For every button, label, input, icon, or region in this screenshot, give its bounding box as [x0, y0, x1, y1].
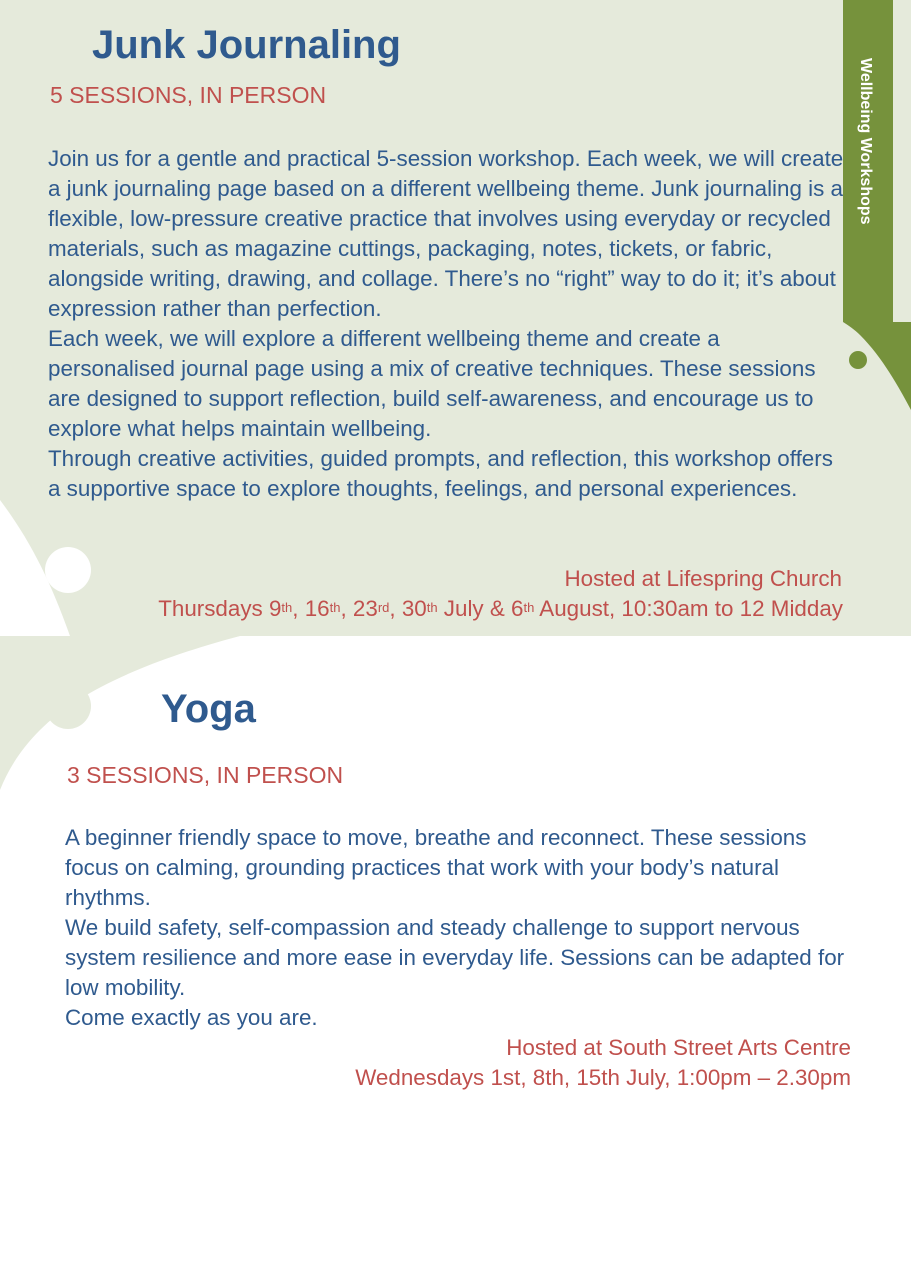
workshop-venue: Hosted at Lifespring Church [564, 566, 842, 591]
description-paragraph: We build safety, self-compassion and steady challenge to support nervous system resilience and more ease in everyday life. Sessions can be adapted for low mobility. [65, 915, 845, 1000]
workshop-title: Yoga [161, 687, 256, 731]
side-tab-label: Wellbeing Workshops [857, 58, 874, 225]
description-paragraph: Through creative activities, guided prompts, and reflection, this workshop offers a supportive space to explore thoughts, feelings, and personal experiences. [48, 446, 833, 501]
workshop-subtitle: 5 SESSIONS, IN PERSON [50, 82, 327, 108]
white-dot [45, 547, 91, 593]
workshop-title: Junk Journaling [92, 23, 401, 67]
workshop-schedule: Thursdays 9th, 16th, 23rd, 30th July & 6th August, 10:30am to 12 Midday [158, 596, 843, 621]
workshop-subtitle: 3 SESSIONS, IN PERSON [67, 762, 344, 788]
green-dot [849, 351, 867, 369]
description-paragraph: A beginner friendly space to move, breathe and reconnect. These sessions focus on calming, grounding practices that work with your body’s natural rhythms. [65, 825, 807, 910]
workshop-description [48, 144, 848, 504]
sage-dot [45, 683, 91, 729]
description-paragraph: Join us for a gentle and practical 5-session workshop. Each week, we will create a junk journaling page based on a different wellbeing theme. Junk journaling is a flexible, low-pressure creative practice that involves using everyday or recycled materials, such as magazine cuttings, packaging, notes, tickets, or fabric, alongside writing, drawing, and collage. There’s no “right” way to do it; it’s about expression rather than perfection. [48, 146, 844, 321]
workshop-description [65, 823, 845, 1033]
description-paragraph: Each week, we will explore a different wellbeing theme and create a personalised journal page using a mix of creative techniques. These sessions are designed to support reflection, build self-awareness, and encourage us to explore what helps maintain wellbeing. [48, 326, 816, 441]
workshop-schedule: Wednesdays 1st, 8th, 15th July, 1:00pm – 2.30pm [355, 1065, 851, 1090]
description-paragraph: Come exactly as you are. [65, 1005, 318, 1030]
workshop-venue: Hosted at South Street Arts Centre [506, 1035, 851, 1060]
